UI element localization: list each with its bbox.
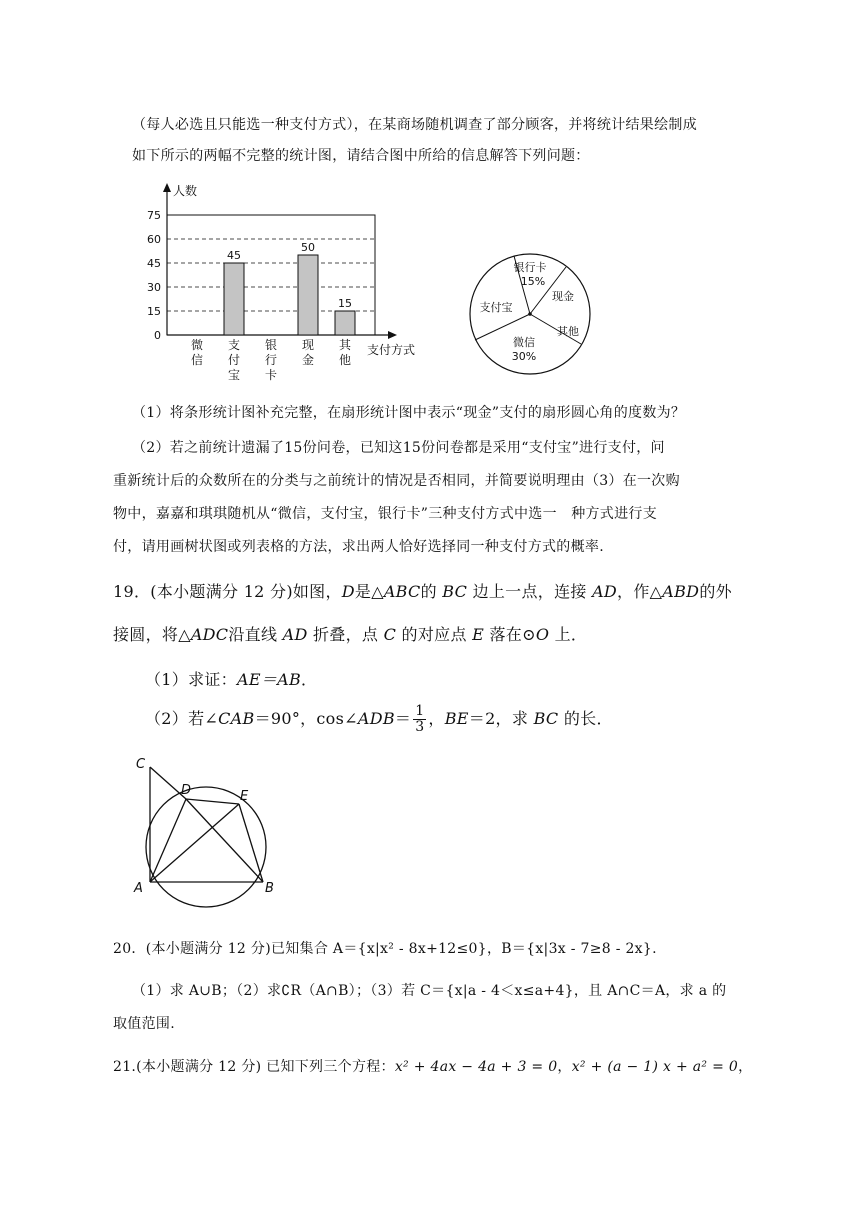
point-label: E — [240, 789, 249, 804]
problem20-line: （1）求 A∪B；（2）求∁R（A∩B）；（3）若 C＝{x|a - 4＜x≤a+4}，且 A∩C＝A，求 a 的 — [132, 983, 727, 999]
bar-value-label: 15 — [338, 297, 352, 310]
y-tick-label: 0 — [154, 329, 161, 342]
y-tick-label: 30 — [147, 281, 161, 294]
pie-slice-label: 支付宝 — [479, 301, 513, 314]
bar — [224, 263, 244, 335]
pie-chart — [462, 250, 602, 380]
bar-value-label: 50 — [301, 241, 315, 254]
y-tick-label: 45 — [147, 257, 161, 270]
bar — [298, 255, 318, 335]
question-line: 物中，嘉嘉和琪琪随机从“微信，支付宝，银行卡”三种支付方式中选一 种方式进行支 — [113, 506, 658, 522]
x-category-label: 支 — [227, 338, 241, 352]
pie-slice-label: 微信 — [513, 336, 535, 349]
question-line: （1）将条形统计图补充完整，在扇形统计图中表示“现金”支付的扇形圆心角的度数为？ — [132, 405, 686, 421]
fraction: $\frac{1}{3}$ — [415, 703, 425, 735]
point-label: B — [265, 881, 274, 896]
x-category-label: 金 — [301, 353, 315, 367]
problem19-part1: （1）求证：AE＝AB． — [145, 670, 318, 689]
question-line: （2）若之前统计遗漏了15份问卷，已知这15份问卷都是采用“支付宝”进行支付，问 — [132, 440, 665, 456]
pie-slice-label: 其他 — [557, 325, 579, 338]
problem20-line: 20．(本小题满分 12 分)已知集合 A＝{x|x² - 8x+12≤0}，B＝{x|3x - 7≥8 - 2x}. — [113, 941, 657, 957]
x-category-label: 现 — [301, 338, 315, 352]
y-tick-label: 75 — [147, 209, 161, 222]
point-label: D — [181, 783, 192, 798]
y-axis-label: 人数 — [173, 184, 198, 198]
x-axis-arrow — [388, 331, 397, 339]
pie-slice-percent: 30% — [511, 350, 537, 363]
bar — [335, 311, 355, 335]
x-category-label: 微 — [190, 338, 204, 352]
y-tick-label: 60 — [147, 233, 161, 246]
paragraph-line: （每人必选且只能选一种支付方式），在某商场随机调查了部分顾客，并将统计结果绘制成 — [132, 117, 697, 133]
problem19-part2: （2）若∠CAB＝90°，cos∠ADB＝ $\frac{1}{3}$ ，BE＝2，求 BC 的长． — [145, 703, 613, 735]
x-category-label: 他 — [338, 353, 352, 367]
problem20-line: 取值范围. — [113, 1016, 175, 1032]
bar-value-label: 45 — [227, 249, 241, 262]
point-label: A — [134, 881, 143, 896]
x-category-label: 宝 — [227, 368, 241, 382]
problem19-line: 19．(本小题满分 12 分)如图，D是△ABC的 BC 边上一点，连接 AD，作△ABD的外 — [113, 582, 732, 601]
pie-center — [528, 312, 532, 316]
question-line: 重新统计后的众数所在的分类与之前统计的情况是否相同，并简要说明理由（3）在一次购 — [113, 473, 680, 489]
question-line: 付，请用画树状图或列表格的方法，求出两人恰好选择同一种支付方式的概率. — [113, 539, 604, 555]
x-category-label: 信 — [190, 353, 204, 367]
x-category-label: 其 — [338, 338, 352, 352]
circumcircle — [146, 787, 266, 907]
x-category-label: 行 — [264, 353, 278, 367]
point-label: C — [136, 757, 146, 772]
y-tick-label: 15 — [147, 305, 161, 318]
bar-chart — [140, 180, 430, 390]
x-category-label: 银 — [264, 338, 278, 352]
x-category-label: 付 — [227, 353, 241, 367]
problem19-line: 接圆，将△ADC沿直线 AD 折叠，点 C 的对应点 E 落在⊙O 上． — [113, 625, 588, 644]
paragraph-line: 如下所示的两幅不完整的统计图，请结合图中所给的信息解答下列问题： — [132, 148, 590, 164]
geometry-figure — [128, 752, 288, 922]
pie-slice-label: 银行卡 — [513, 261, 547, 274]
problem21-line: 21.(本小题满分 12 分) 已知下列三个方程：x² + 4ax − 4a + 3 = 0，x² + (a − 1) x + a² = 0， — [113, 1059, 753, 1075]
pie-slice-percent: 15% — [520, 275, 546, 288]
x-category-label: 卡 — [264, 368, 278, 382]
pie-slice-label: 现金 — [552, 290, 574, 303]
y-axis-arrow — [163, 183, 171, 192]
x-axis-label: 支付方式 — [367, 343, 416, 357]
